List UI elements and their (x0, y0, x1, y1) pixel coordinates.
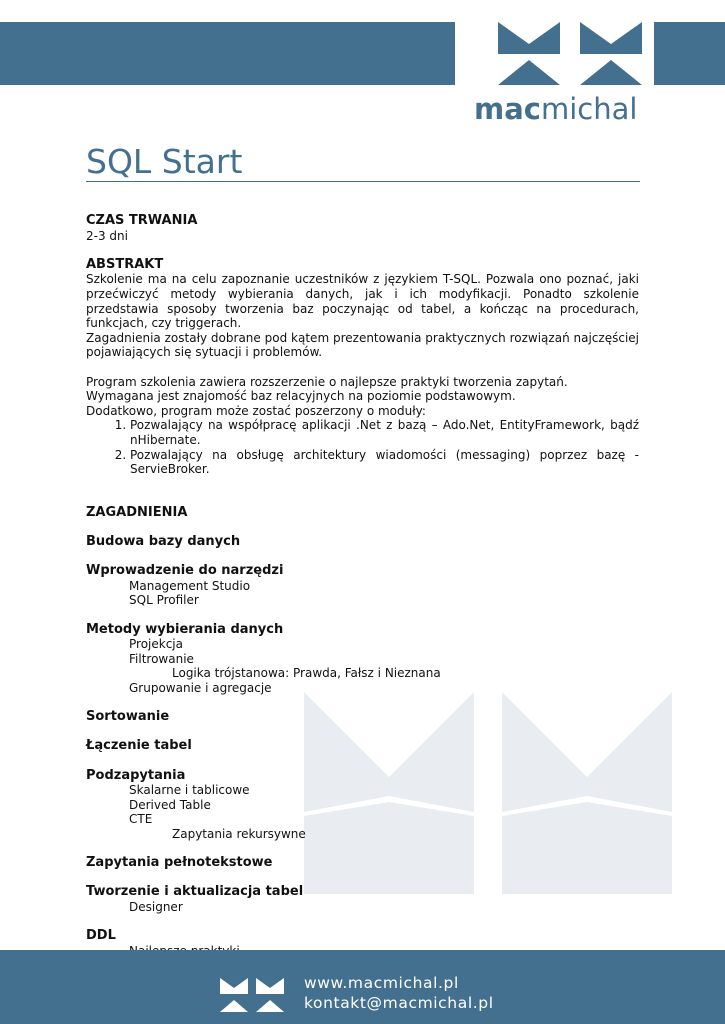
subtopic-designer: Designer (129, 899, 183, 914)
document-body (86, 214, 639, 958)
macmichal-logo-icon (496, 22, 644, 85)
topic-budowa: Budowa bazy danych (86, 534, 241, 550)
modules-list (86, 418, 639, 476)
topic-narzedzia: Wprowadzenie do narzędzi (86, 563, 284, 579)
abstract-line-1: Program szkolenia zawiera rozszerzenie o najlepsze praktyki tworzenia zapytań. (86, 374, 568, 389)
topic-ddl: DDL (86, 928, 116, 944)
subtopic-filtrowanie: Filtrowanie (129, 651, 194, 666)
footer-logo-icon (220, 978, 284, 1012)
topic-tworzenie: Tworzenie i aktualizacja tabel (86, 884, 304, 900)
header-band-left (0, 22, 455, 85)
subtopic-cte: CTE (129, 812, 153, 827)
topic-podzapytania: Podzapytania (86, 767, 186, 783)
abstract-line-2: Wymagana jest znajomość baz relacyjnych na poziomie podstawowym. (86, 389, 516, 404)
duration-value: 2-3 dni (86, 228, 128, 243)
header-band-right (654, 22, 725, 85)
abstract-heading: ABSTRAKT (86, 256, 164, 272)
subtopic-derived-table: Derived Table (129, 797, 211, 812)
topic-sortowanie: Sortowanie (86, 709, 170, 725)
topic-metody: Metody wybierania danych (86, 621, 284, 637)
subtopic-logika: Logika trójstanowa: Prawda, Fałsz i Nieznana (172, 666, 441, 681)
footer-email[interactable]: kontakt@macmichal.pl (304, 994, 494, 1012)
abstract-line-3: Dodatkowo, program może zostać poszerzony o moduły: (86, 403, 426, 418)
subtopic-rekursywne: Zapytania rekursywne (172, 826, 306, 841)
topic-pelnotekstowe: Zapytania pełnotekstowe (86, 855, 273, 871)
list-item: 2. Pozwalający na obsługę architektury wiadomości (messaging) poprzez bazę - ServieBroker. (130, 448, 639, 477)
subtopic-sql-profiler: SQL Profiler (129, 593, 199, 608)
subtopic-projekcja: Projekcja (129, 637, 183, 652)
list-item: 1. Pozwalający na współpracę aplikacji .Net z bazą – Ado.Net, EntityFramework, bądź nHibernate. (130, 418, 639, 447)
subtopic-skalarne: Skalarne i tablicowe (129, 783, 250, 798)
subtopic-management-studio: Management Studio (129, 578, 251, 593)
topic-laczenie: Łączenie tabel (86, 738, 192, 754)
brand-wordmark: macmichal (474, 92, 638, 126)
duration-heading: CZAS TRWANIA (86, 213, 198, 228)
title-divider (86, 181, 640, 182)
abstract-paragraph-2: Zagadnienia zostały dobrane pod kątem prezentowania praktycznych rozwiązań najczęściej pojawiających się sytuacji i problemów. (86, 330, 639, 360)
abstract-paragraph-1: Szkolenie ma na celu zapoznanie uczestników z językiem T-SQL. Pozwala ono poznać, jaki przećwiczyć metody wybierania danych, jak i ich modyfikacji. Ponadto szkolenie przedstawia sposoby tworzenia baz poczynając od tabel, a kończąc na procedurach, funkcjach, czy triggerach. (86, 272, 639, 331)
page-title: SQL Start (86, 142, 243, 181)
subtopic-grupowanie: Grupowanie i agregacje (129, 681, 272, 695)
topics-heading: ZAGADNIENIA (86, 504, 188, 520)
footer-website[interactable]: www.macmichal.pl (304, 974, 459, 992)
